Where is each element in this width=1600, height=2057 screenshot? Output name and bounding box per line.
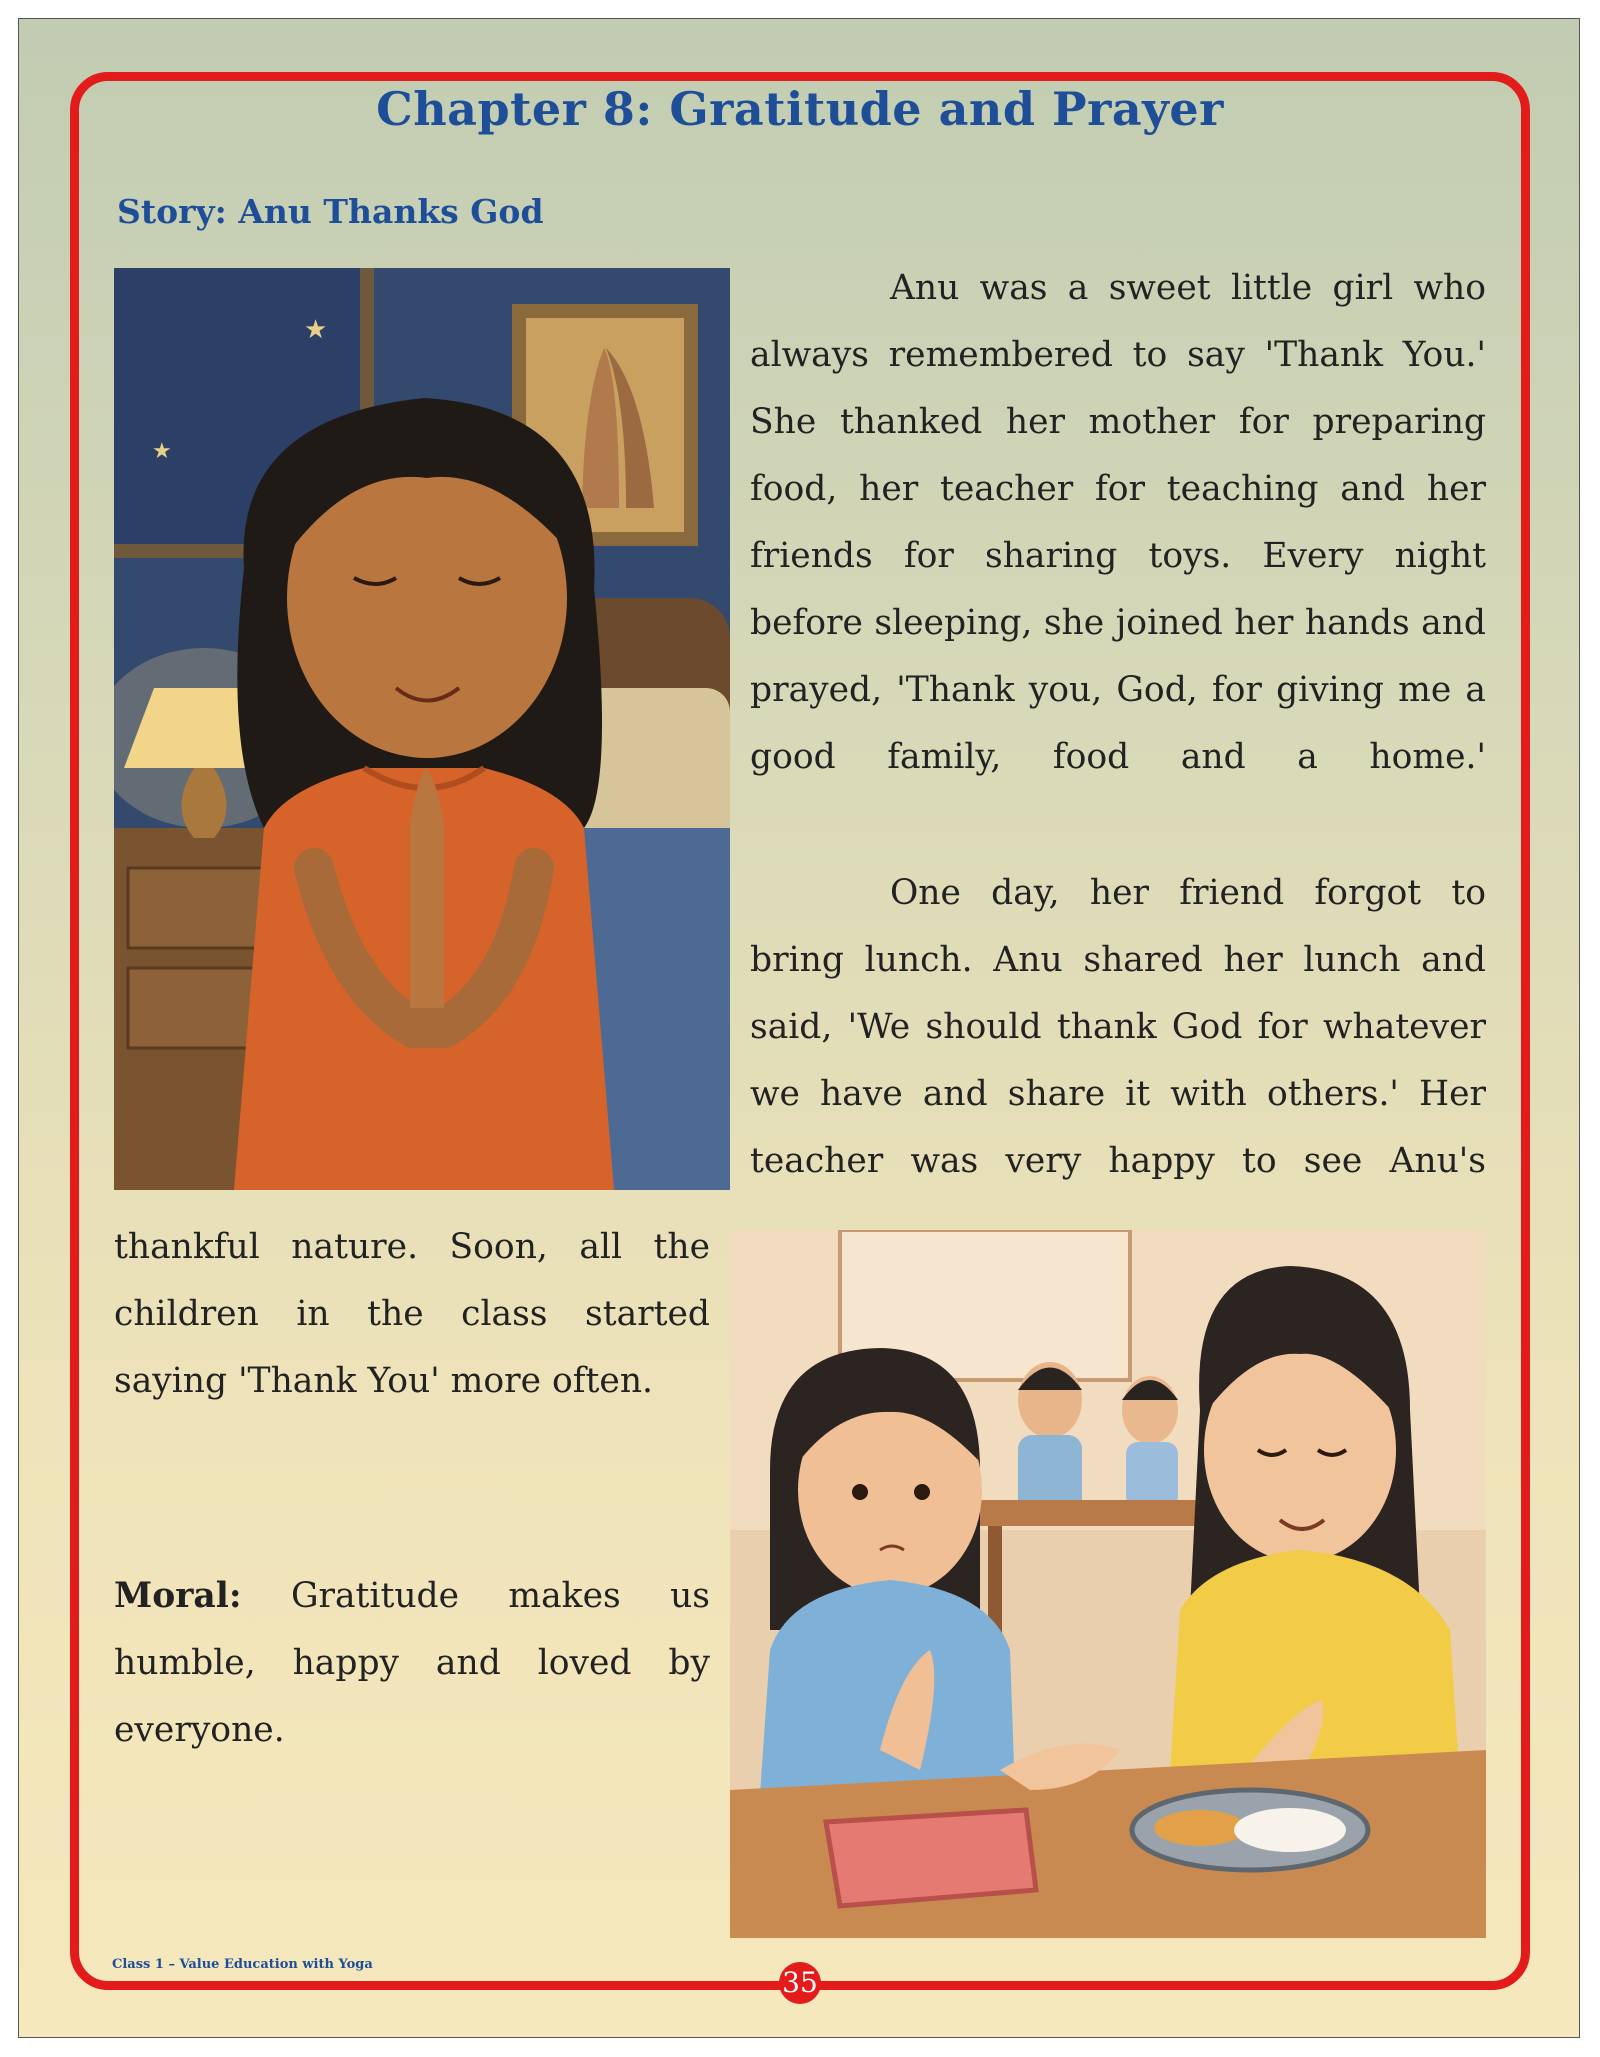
svg-text:★: ★ — [152, 439, 172, 464]
moral-paragraph — [114, 1563, 710, 1764]
sharing-lunch-illustration — [730, 1230, 1486, 1938]
moral-label: Moral: — [114, 1576, 242, 1616]
story-paragraph-1 — [750, 255, 1486, 791]
moral-text: Gratitude makes us humble, happy and loved by everyone. — [114, 1576, 710, 1750]
page-number: 35 — [779, 1962, 821, 2004]
chapter-title: Chapter 8: Gratitude and Prayer — [376, 82, 1224, 136]
paragraph-2-top-text: One day, her friend forgot to bring lunch. Anu shared her lunch and said, 'We should thank God for whatever we have and share it with others.' Her teacher was very happy to see Anu's — [750, 873, 1486, 1181]
story-paragraph-2-bottom — [114, 1214, 710, 1415]
paragraph-1-text: Anu was a sweet little girl who always remembered to say 'Thank You.' She thanked her mother for preparing food, her teacher for teaching and her friends for sharing toys. Every night before sleeping, she joined her hands and prayed, 'Thank you, God, for giving me a good family, food and a home.' — [750, 268, 1486, 777]
paragraph-2-bottom-text: thankful nature. Soon, all the children in the class started saying 'Thank You' more often. — [114, 1227, 710, 1401]
girl-praying-illustration — [114, 268, 730, 1190]
svg-text:★: ★ — [304, 315, 328, 345]
story-paragraph-2-top — [750, 860, 1486, 1195]
footer-text: Class 1 – Value Education with Yoga — [112, 1957, 373, 1972]
story-title: Story: Anu Thanks God — [117, 192, 544, 231]
